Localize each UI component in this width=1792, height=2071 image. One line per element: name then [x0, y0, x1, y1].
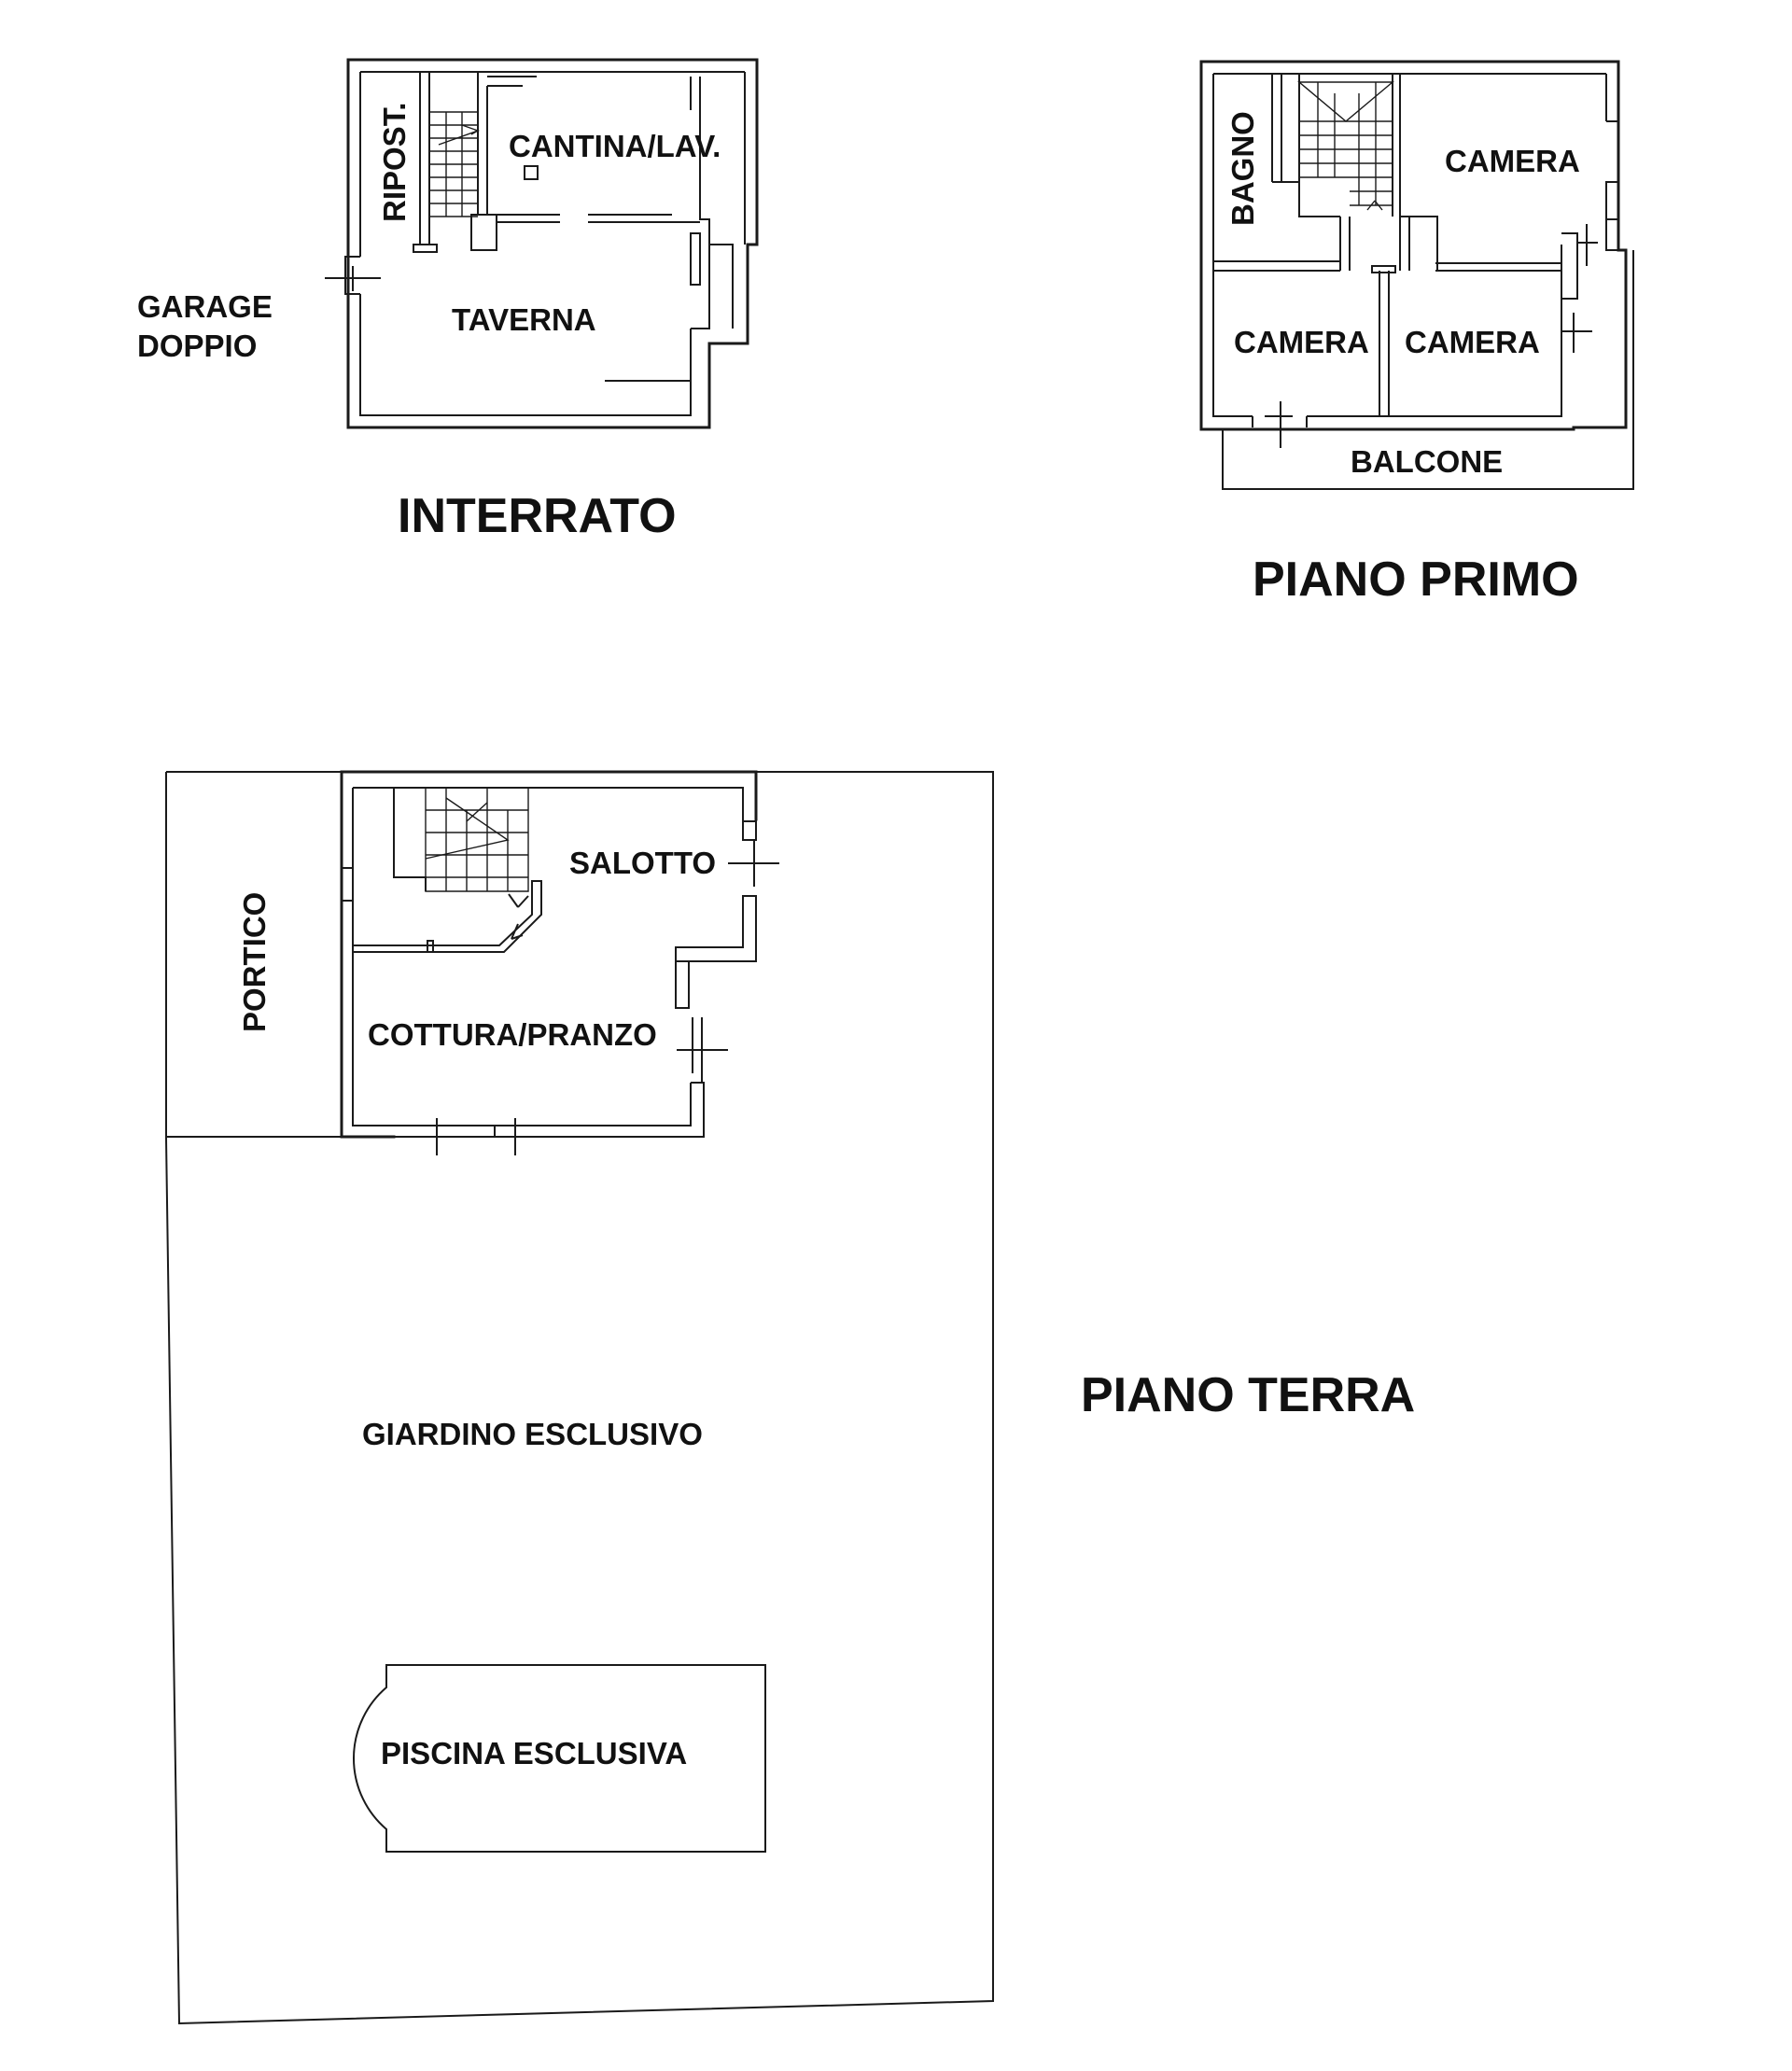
label-salotto: SALOTTO: [569, 846, 717, 880]
lot-boundary: [166, 772, 993, 2023]
piano-terra-plan: [166, 772, 1415, 2023]
label-portico: PORTICO: [237, 891, 272, 1032]
label-balcone: BALCONE: [1351, 444, 1504, 479]
label-taverna: TAVERNA: [452, 302, 596, 337]
label-camera-se: CAMERA: [1405, 325, 1540, 359]
label-giardino: GIARDINO ESCLUSIVO: [362, 1417, 703, 1451]
piano-primo-labels: [1225, 111, 1580, 607]
piano-terra-stairs: [426, 788, 528, 891]
interrato-stairs: [429, 112, 478, 217]
piano-primo-stairs: [1299, 82, 1393, 210]
label-cantina: CANTINA/LAV.: [509, 129, 721, 163]
label-garage-line1: GARAGE: [137, 289, 273, 324]
piano-primo-plan: [1201, 62, 1633, 607]
title-piano-terra: PIANO TERRA: [1081, 1368, 1416, 1422]
interrato-plan: [137, 60, 757, 543]
label-ripost: RIPOST.: [377, 102, 412, 222]
label-camera-sw: CAMERA: [1234, 325, 1369, 359]
label-garage-line2: DOPPIO: [137, 329, 258, 363]
title-piano-primo: PIANO PRIMO: [1253, 553, 1579, 607]
label-bagno: BAGNO: [1225, 111, 1260, 226]
label-piscina: PISCINA ESCLUSIVA: [381, 1736, 688, 1770]
piano-terra-labels: [237, 846, 1415, 1770]
label-cottura: COTTURA/PRANZO: [368, 1017, 657, 1052]
label-camera-ne: CAMERA: [1445, 144, 1580, 178]
title-interrato: INTERRATO: [398, 489, 677, 543]
piano-primo-walls: [1201, 62, 1633, 489]
